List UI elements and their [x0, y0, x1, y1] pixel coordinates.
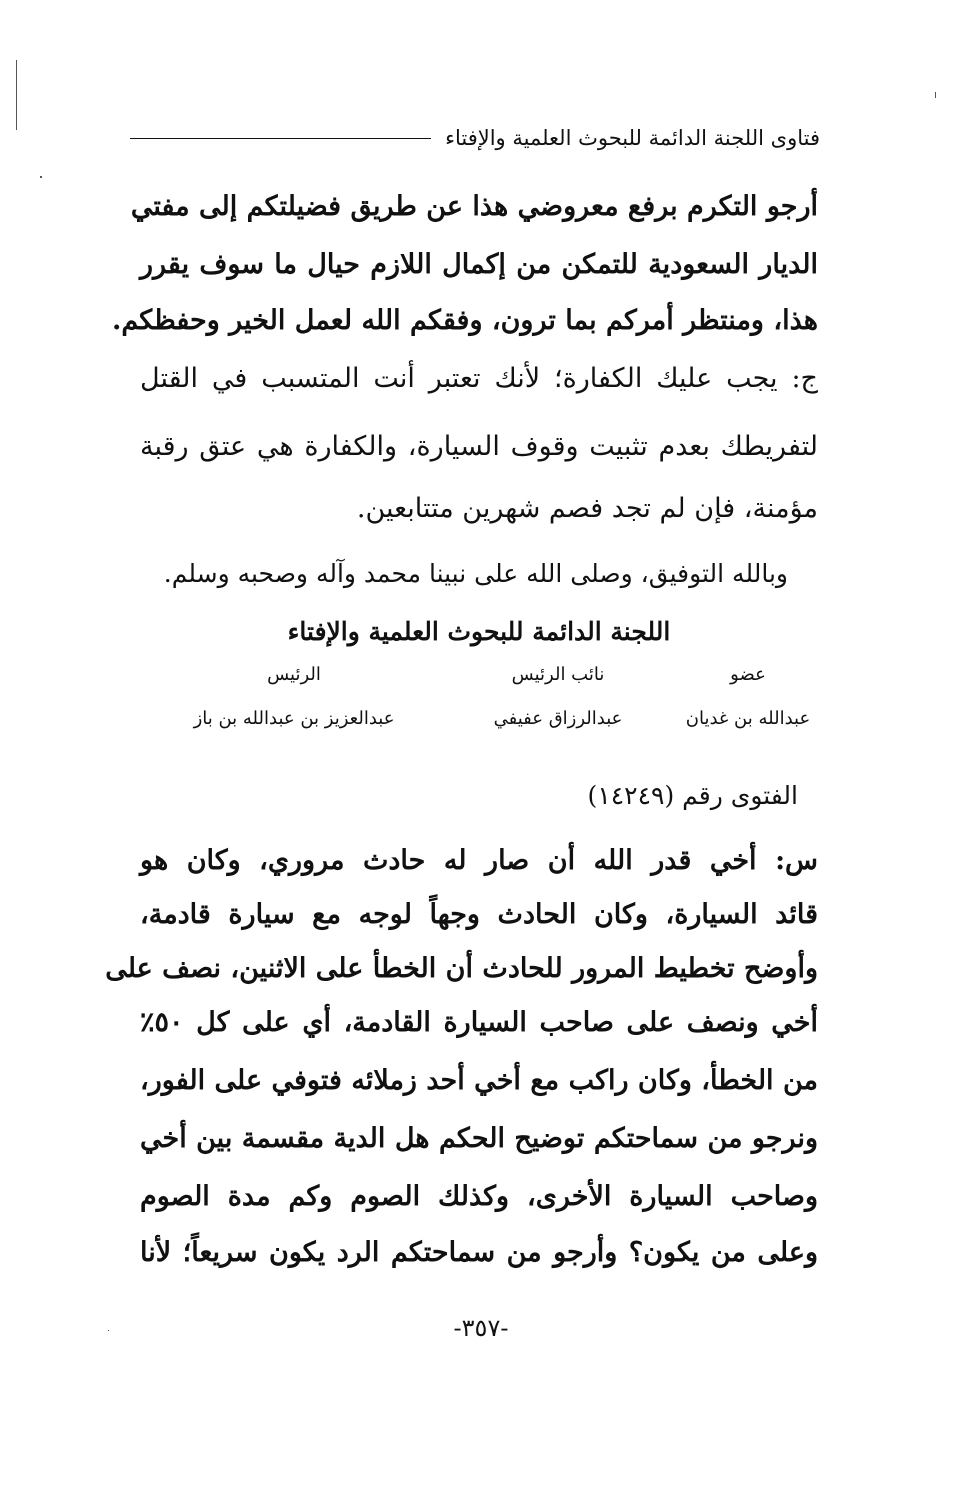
page-number: -٣٥٧- [453, 1314, 509, 1342]
committee-name: اللجنة الدائمة للبحوث العلمية والإفتاء [287, 617, 671, 646]
member-role: الرئيس [267, 664, 321, 685]
member-name: عبدالعزيز بن عبدالله بن باز [193, 708, 395, 729]
question-line: ونرجو من سماحتكم توضيح الحكم هل الدية مقسمة بين أخي [140, 1123, 818, 1154]
answer-line: لتفريطك بعدم تثبيت وقوف السيارة، والكفارة هي عتق رقبة [140, 431, 818, 462]
signature-names [150, 708, 818, 729]
question-line: س: أخي قدر الله أن صار له حادث مروري، وكان هو [140, 845, 818, 876]
closing-line: وبالله التوفيق، وصلى الله على نبينا محمد وآله وصحبه وسلم. [163, 559, 788, 588]
scan-mark [40, 176, 42, 178]
answer-line: ج: يجب عليك الكفارة؛ لأنك تعتبر أنت المتسبب في القتل [140, 363, 818, 394]
member-role: نائب الرئيس [511, 664, 605, 685]
question-line: وعلى من يكون؟ وأرجو من سماحتكم الرد يكون سريعاً؛ لأنا [140, 1237, 818, 1268]
fatwa-number: الفتوى رقم (١٤٢٤٩) [587, 781, 798, 810]
scan-mark [16, 60, 17, 130]
question-line: الديار السعودية للتمكن من إكمال اللازم حيال ما سوف يقرر [140, 249, 818, 280]
question-line: هذا، ومنتظر أمركم بما ترون، وفقكم الله لعمل الخير وحفظكم. [111, 305, 818, 336]
running-title: فتاوى اللجنة الدائمة للبحوث العلمية والإفتاء [445, 126, 820, 150]
answer-line: مؤمنة، فإن لم تجد فصم شهرين متتابعين. [356, 493, 818, 524]
question-line: وصاحب السيارة الأخرى، وكذلك الصوم وكم مدة الصوم [140, 1181, 818, 1212]
header-rule [130, 138, 431, 139]
signature-roles [150, 664, 818, 685]
question-line: وأوضح تخطيط المرور للحادث أن الخطأ على الاثنين، نصف على [105, 953, 818, 984]
question-line: أرجو التكرم برفع معروضي هذا عن طريق فضيلتكم إلى مفتي [130, 191, 818, 222]
member-role: عضو [730, 664, 766, 685]
scan-mark [935, 92, 936, 98]
question-line: أخي ونصف على صاحب السيارة القادمة، أي على كل ٥٠٪ [140, 1007, 818, 1038]
running-header [130, 118, 820, 158]
question-line: من الخطأ، وكان راكب مع أخي أحد زملائه فتوفي على الفور، [140, 1065, 818, 1096]
member-name: عبدالرزاق عفيفي [493, 708, 623, 729]
member-name: عبدالله بن غديان [685, 708, 811, 729]
scan-mark [108, 1330, 109, 1331]
question-line: قائد السيارة، وكان الحادث وجهاً لوجه مع سيارة قادمة، [140, 899, 818, 930]
